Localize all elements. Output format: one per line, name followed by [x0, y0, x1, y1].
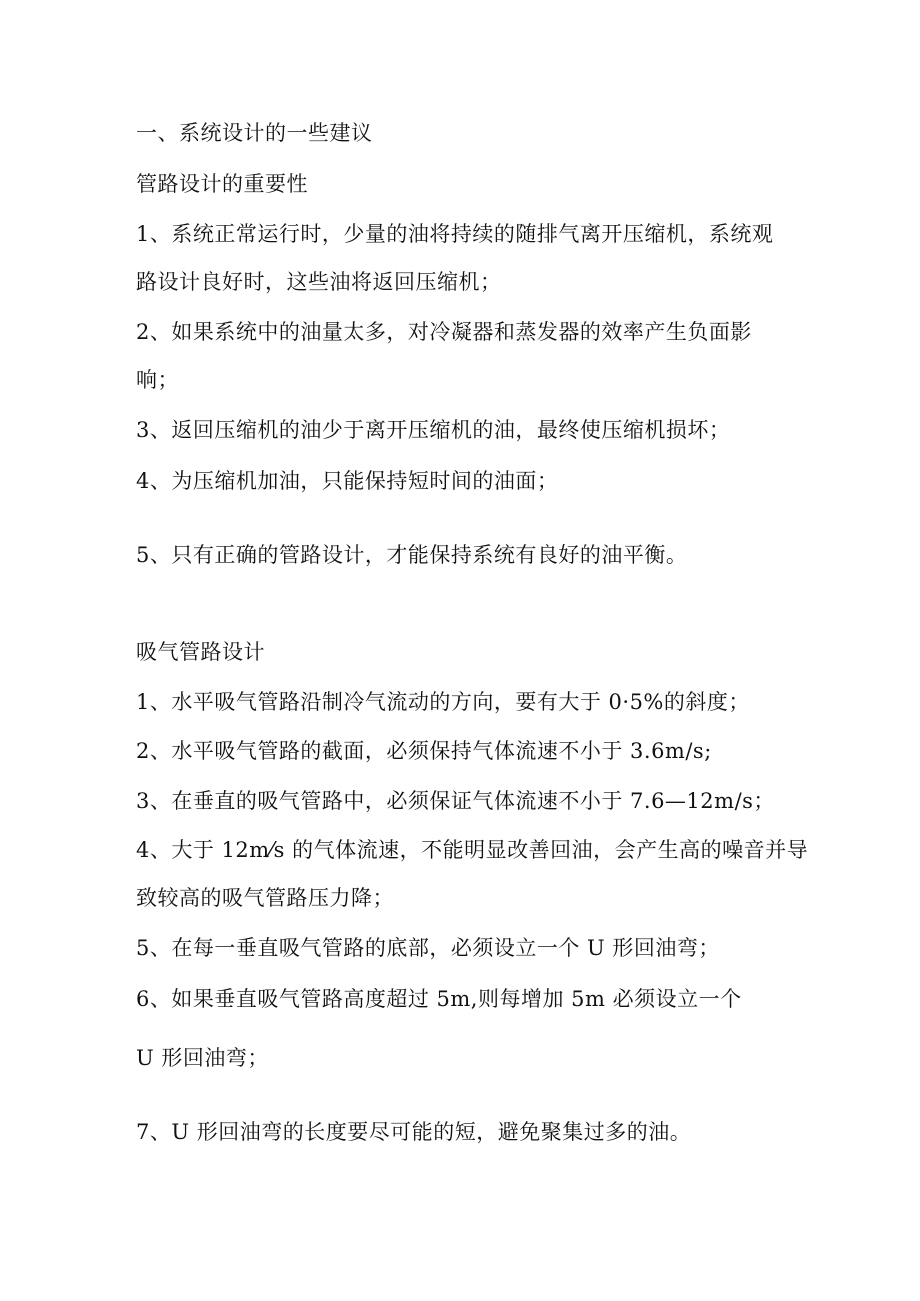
section2-item-1: 1、水平吸气管路沿制冷气流动的方向，要有大于 0·5%的斜度； [136, 690, 750, 714]
section2-item-6-cont: U 形回油弯； [136, 1046, 269, 1070]
section2-item-4-cont: 致较高的吸气管路压力降； [136, 886, 394, 910]
section1-item-2-cont: 响； [136, 368, 179, 392]
section1-item-2: 2、如果系统中的油量太多，对冷凝器和蒸发器的效率产生负面影 [136, 320, 752, 344]
section1-item-1-cont: 路设计良好时，这些油将返回压缩机； [136, 270, 502, 294]
section1-item-1: 1、系统正常运行时，少量的油将持续的随排气离开压缩机，系统观 [136, 222, 774, 246]
section2-item-4: 4、大于 12m⁄s 的气体流速，不能明显改善回油，会产生高的噪音并导 [136, 838, 809, 862]
section2-item-3: 3、在垂直的吸气管路中，必须保证气体流速不小于 7.6—12m/s； [136, 789, 775, 813]
section1-heading: 管路设计的重要性 [136, 172, 308, 196]
section2-item-7: 7、U 形回油弯的长度要尽可能的短，避免聚集过多的油。 [136, 1120, 692, 1144]
section2-item-5: 5、在每一垂直吸气管路的底部，必须设立一个 U 形回油弯； [136, 936, 720, 960]
section2-item-6: 6、如果垂直吸气管路高度超过 5m,则每增加 5m 必须设立一个 [136, 987, 742, 1011]
section-title: 一、系统设计的一些建议 [136, 121, 373, 145]
section2-item-2: 2、水平吸气管路的截面，必须保持气体流速不小于 3.6m/s; [136, 739, 712, 763]
section1-item-3: 3、返回压缩机的油少于离开压缩机的油，最终使压缩机损坏； [136, 418, 731, 442]
section2-heading: 吸气管路设计 [136, 640, 265, 664]
section1-item-4: 4、为压缩机加油，只能保持短时间的油面； [136, 469, 559, 493]
section1-item-5: 5、只有正确的管路设计，才能保持系统有良好的油平衡。 [136, 543, 688, 567]
